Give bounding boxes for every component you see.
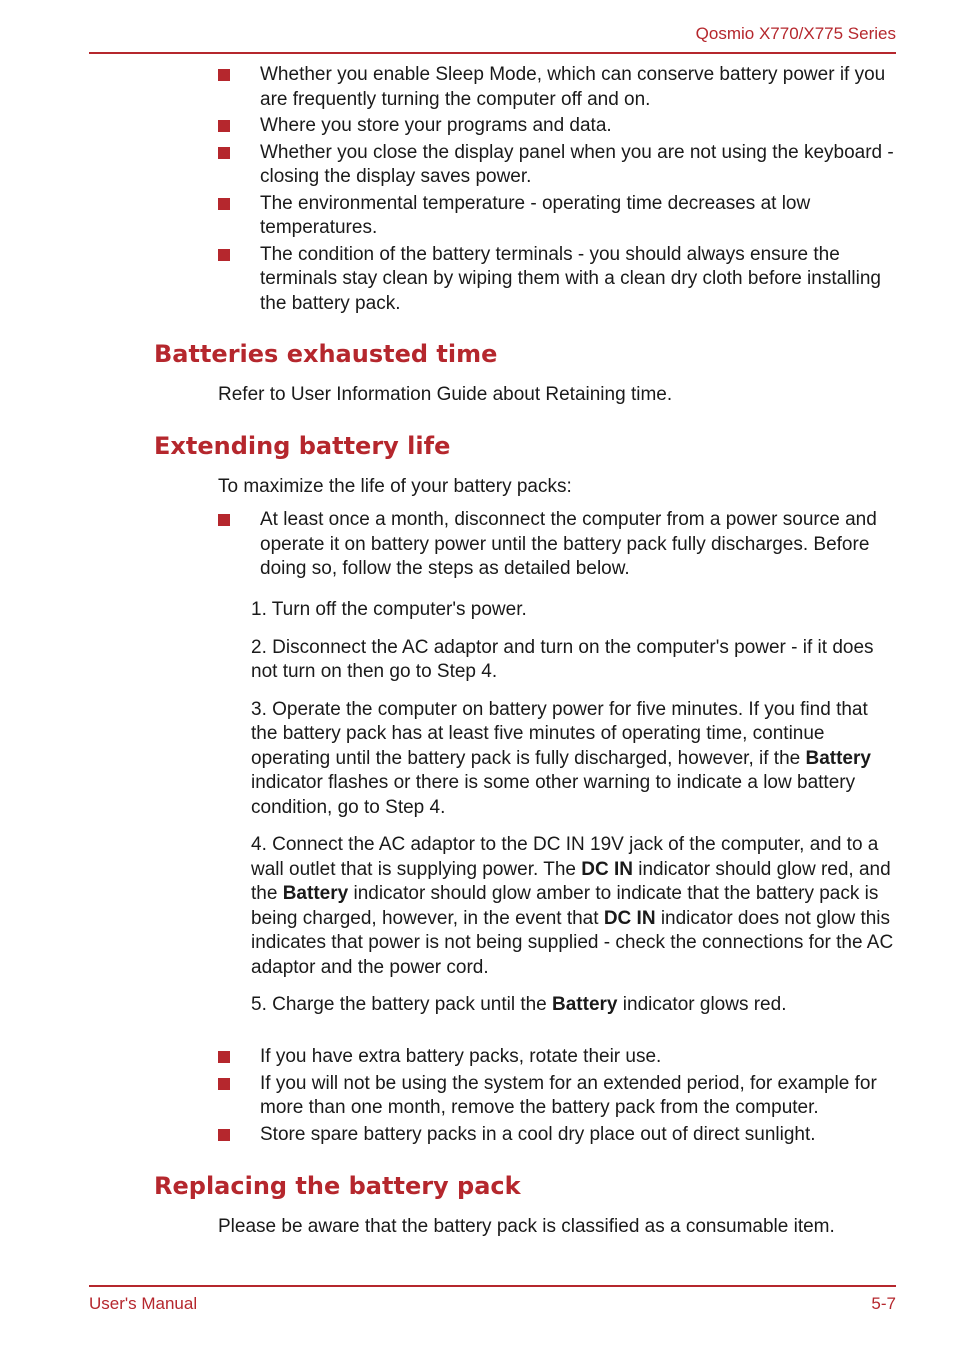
section-body: Please be aware that the battery pack is classified as a consumable item.: [218, 1216, 835, 1237]
top-bullet-list: [218, 63, 898, 318]
step-text: 5. Charge the battery pack until the: [251, 994, 553, 1015]
extra-bullet-list: [218, 1045, 898, 1149]
square-bullet-icon: [218, 514, 230, 526]
list-item: Where you store your programs and data.: [218, 114, 898, 139]
step-text: indicator flashes or there is some other warning to indicate a low battery condition, go to Step 4.: [251, 772, 856, 818]
step-text: indicator should glow amber to indicate that the battery pack is being charged, however, in the event that: [251, 883, 879, 929]
square-bullet-icon: [218, 120, 230, 132]
step-text: indicator glows red.: [617, 994, 787, 1015]
step-item: [251, 698, 896, 821]
header-rule: [89, 52, 896, 54]
section-body: Refer to User Information Guide about Retaining time.: [218, 384, 673, 405]
section-intro: To maximize the life of your battery packs:: [218, 476, 572, 497]
bold-term: DC IN: [581, 858, 633, 880]
step-item: [251, 833, 896, 980]
square-bullet-icon: [218, 249, 230, 261]
list-item: At least once a month, disconnect the computer from a power source and operate it on battery power until the battery pack fully discharges. Before doing so, follow the steps as detailed below.: [218, 508, 898, 582]
discharge-steps: [251, 598, 896, 1031]
list-item: If you have extra battery packs, rotate their use.: [218, 1045, 898, 1070]
square-bullet-icon: [218, 1078, 230, 1090]
step-text: 2. Disconnect the AC adaptor and turn on the computer's power - if it does not turn on then go to Step 4.: [251, 636, 874, 682]
square-bullet-icon: [218, 1051, 230, 1063]
step-text: 3. Operate the computer on battery power for five minutes. If you find that the battery pack has at least five minutes of operating time, continue operating until the battery pack is fully discharged, however, if the: [251, 698, 868, 769]
step-text: indicator does not glow this indicates that power is not being supplied - check the connections for the AC adaptor and the power cord.: [251, 907, 894, 978]
square-bullet-icon: [218, 147, 230, 159]
list-item: Whether you enable Sleep Mode, which can conserve battery power if you are frequently turning the computer off and on.: [218, 63, 898, 112]
monthly-discharge-bullet: [218, 508, 898, 584]
section-heading-replacing-battery-pack: Replacing the battery pack: [154, 1172, 521, 1200]
list-item: Store spare battery packs in a cool dry place out of direct sunlight.: [218, 1123, 898, 1148]
step-item: [251, 993, 896, 1018]
footer-rule: [89, 1285, 896, 1287]
running-header: Qosmio X770/X775 Series: [695, 24, 896, 43]
list-item: Whether you close the display panel when you are not using the keyboard - closing the display saves power.: [218, 141, 898, 190]
square-bullet-icon: [218, 1129, 230, 1141]
bold-term: Battery: [552, 994, 618, 1015]
step-text: 4. Connect the AC adaptor to the DC IN 19V jack of the computer, and to a wall outlet that is supplying power. The: [251, 834, 879, 880]
list-item: The condition of the battery terminals - you should always ensure the terminals stay clean by wiping them with a clean dry cloth before installing the battery pack.: [218, 243, 898, 317]
step-text: 1. Turn off the computer's power.: [251, 599, 527, 620]
bold-term: Battery: [282, 883, 349, 904]
square-bullet-icon: [218, 69, 230, 81]
section-heading-extending-battery-life: Extending battery life: [154, 432, 451, 460]
bold-term: DC IN: [603, 907, 656, 929]
list-item: The environmental temperature - operating time decreases at low temperatures.: [218, 192, 898, 241]
footer-manual-title: User's Manual: [89, 1294, 198, 1313]
square-bullet-icon: [218, 198, 230, 210]
page-number: 5-7: [871, 1294, 896, 1313]
section-heading-batteries-exhausted: Batteries exhausted time: [154, 340, 498, 368]
list-item: If you will not be using the system for an extended period, for example for more than one month, remove the battery pack from the computer.: [218, 1072, 898, 1121]
step-item: [251, 598, 896, 623]
bold-term: Battery: [805, 747, 871, 769]
step-item: [251, 636, 896, 685]
step-text: indicator should glow red, and the: [251, 858, 891, 904]
